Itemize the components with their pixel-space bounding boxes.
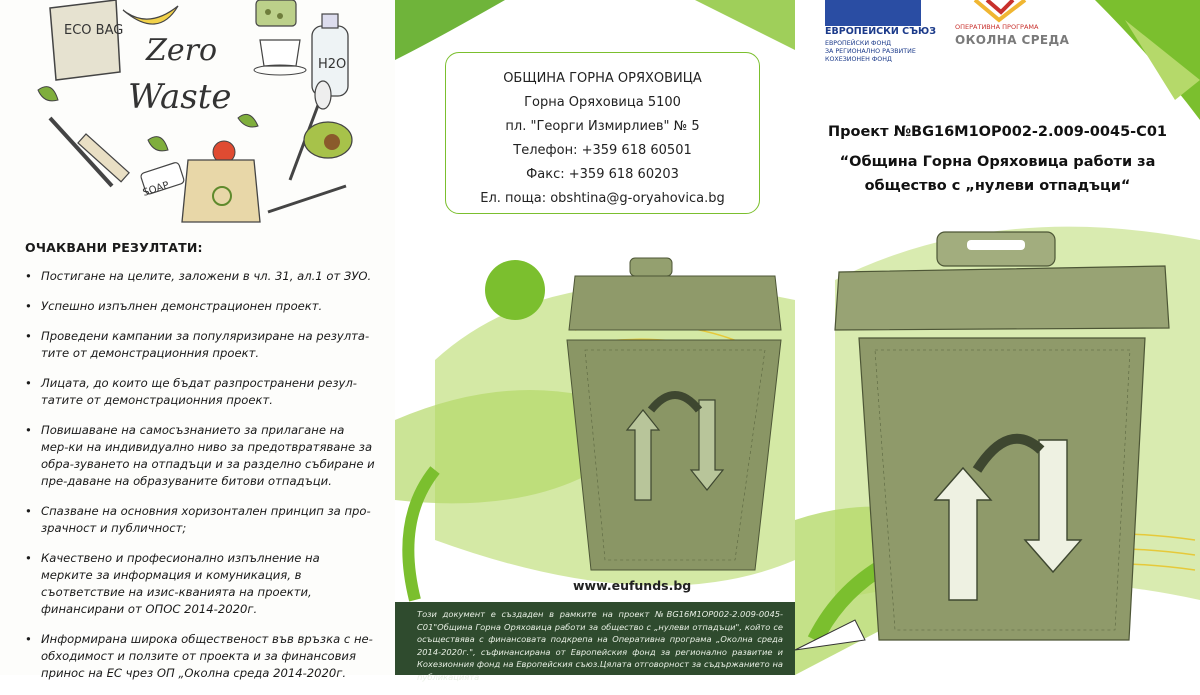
eufunds-link: www.eufunds.bg — [573, 578, 692, 593]
op-logo-name: ОКОЛНА СРЕДА — [955, 33, 1070, 47]
project-number: Проект №BG16M1OP002-2.009-0045-C01 — [827, 124, 1167, 140]
project-name-line: общество с „нулеви отпадъци“ — [864, 178, 1131, 194]
zero-waste-illustration — [28, 0, 358, 225]
op-logo-mark-icon — [955, 0, 1045, 24]
left-panel — [0, 0, 395, 680]
contact-box — [445, 52, 760, 214]
list-item: • Постигане на целите, заложени в чл. 31, ал.1 от ЗУО. — [25, 268, 375, 285]
eu-logo-line: ЗА РЕГИОНАЛНО РАЗВИТИЕ — [825, 48, 916, 55]
eu-logo-line: КОХЕЗИОНЕН ФОНД — [825, 56, 892, 63]
soap-text: SOAP — [141, 180, 171, 199]
leaf-icon — [148, 137, 168, 151]
list-item: • Повишаване на самосъзнанието за прилагане на мер-ки на индивидуално ниво за предотвратяване за обра-зуването на отпадъци и за разделно събиране и пре-даване на образуваните битови отпадъци. — [25, 422, 375, 490]
water-bottle-icon — [312, 14, 348, 96]
contact-city: Горна Оряховица 5100 — [524, 95, 681, 110]
leaf-icon — [238, 114, 258, 127]
project-name-line: “Община Горна Оряховица работи за — [839, 154, 1156, 170]
recycle-bin-illustration — [835, 232, 1169, 640]
eu-logo-subtitle — [825, 40, 916, 64]
eu-logo-title: ЕВРОПЕЙСКИ СЪЮЗ — [825, 26, 936, 37]
eco-bag-icon — [50, 0, 123, 80]
disclaimer-text: Този документ е създаден в рамките на проект №BG16M1OP002-2.009-0045-C01"Община Горна Оряховица работи за общество с „нулеви отпадъци", който се осъществява с финансовата подкрепа на Оперативна програма „Околна среда 2014-2020г.", съфинансирана от Европейския фонд за регионално развитие и Кохезионния фонд на Европейския съюз.Цялата отговорност за съдържанието на публикацията — [417, 609, 783, 682]
paper-bag-icon — [182, 141, 260, 222]
green-dot — [485, 260, 545, 320]
green-arrow-shape — [1095, 0, 1200, 120]
green-swoosh — [395, 0, 505, 60]
contact-fax: Факс: +359 618 60203 — [526, 167, 679, 182]
list-item: • Проведени кампании за популяризиране на резулта-тите от демонстрационния проект. — [25, 328, 375, 362]
recycle-bin-illustration — [567, 258, 781, 570]
jar-icon — [256, 0, 296, 26]
avocado-icon — [304, 122, 352, 158]
leaf-icon — [38, 87, 58, 101]
zero-lettering: Zero — [146, 33, 218, 68]
fork-icon — [268, 186, 346, 212]
contact-org: ОБЩИНА ГОРНА ОРЯХОВИЦА — [503, 71, 702, 86]
expected-results-list — [25, 268, 375, 695]
waste-lettering: Waste — [128, 77, 232, 117]
list-item: • Спазване на основния хоризонтален принцип за про-зрачност и публичност; — [25, 503, 375, 537]
eco-text: ECO BAG — [64, 23, 124, 38]
eu-flag-icon — [825, 0, 921, 26]
contact-address: пл. "Георги Измирлиев" № 5 — [505, 119, 700, 134]
project-name — [795, 150, 1200, 198]
op-logo-small-text: ОПЕРАТИВНА ПРОГРАМА — [955, 23, 1039, 31]
soap-icon — [140, 162, 185, 199]
banana-icon — [123, 6, 178, 24]
contact-phone: Телефон: +359 618 60501 — [513, 143, 692, 158]
right-background-art — [795, 0, 1200, 675]
cup-icon — [254, 40, 306, 75]
list-item: • Качествено и професионално изпълнение на мерките за информация и комуникация, в съответствие на изис-кванията на проекти, финансирани от ОПОС 2014-2020г. — [25, 550, 375, 618]
expected-results-title: ОЧАКВАНИ РЕЗУЛТАТИ: — [25, 240, 203, 255]
disclaimer-box — [395, 602, 795, 682]
list-item: • Информирана широка общественост във връзка с не-обходимост и ползите от проекта и за финансовия принос на ЕС чрез ОП „Околна среда 2014-2020г. — [25, 631, 375, 682]
list-item: • Лицата, до които ще бъдат разпространени резул-татите от демонстрационния проект. — [25, 375, 375, 409]
eu-logo-line: ЕВРОПЕЙСКИ ФОНД — [825, 40, 892, 47]
middle-panel — [395, 0, 795, 682]
h2o-text: H2O — [318, 57, 347, 72]
list-item: • Успешно изпълнен демонстрационен проект. — [25, 298, 375, 315]
green-swoosh — [695, 0, 795, 50]
right-panel — [795, 0, 1200, 675]
contact-email: Ел. поща: obshtina@g-oryahovica.bg — [480, 191, 725, 206]
